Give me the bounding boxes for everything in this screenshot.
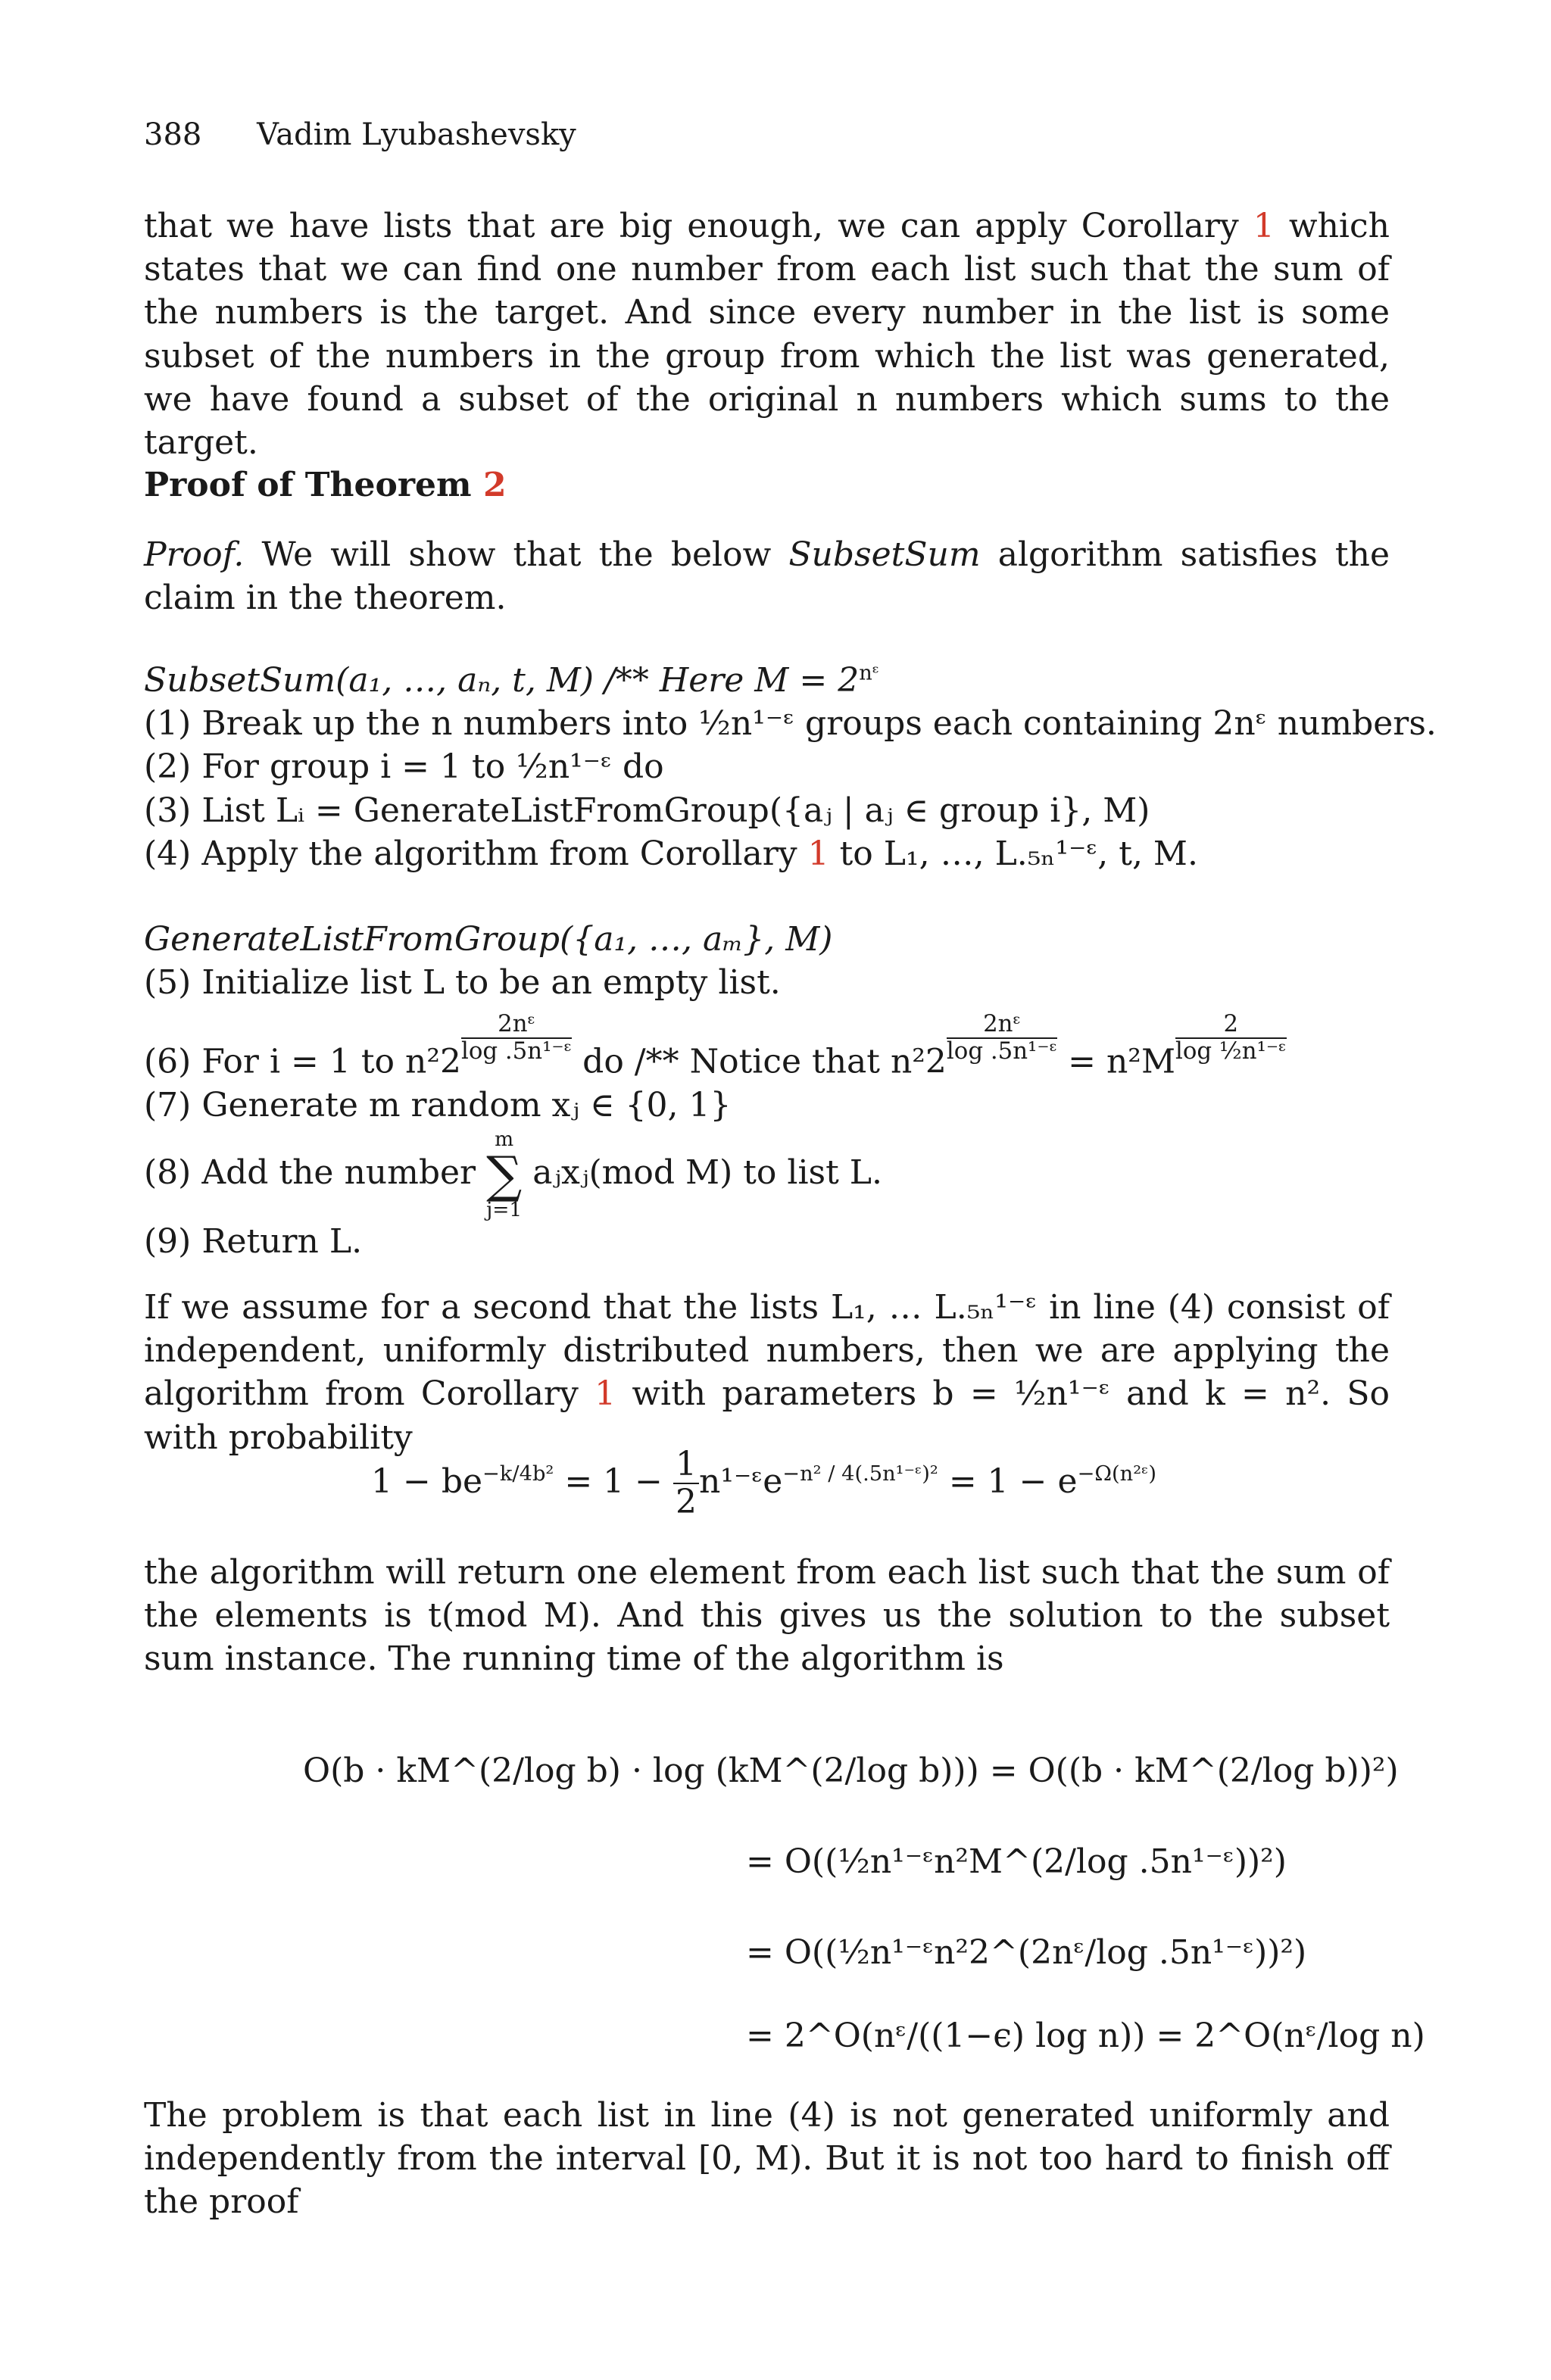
probability-equation: $1 - be^{-k/4b^2} = 1$ − $\frac{1}{2}$ n¹⁻ᵋe$^{-n^2 / 4(.5n^{1-}ᵋ)^2}$ = $1 - e^{-\Omega(n^2ᵋ)}$ [371,1445,1157,1522]
summation-symbol: m ∑ j=1 [486,1128,523,1221]
generatelist-algorithm [144,918,1390,1263]
subsetsum-header: SubsetSum(a₁, …, aₙ, t, M) /** Here $M = 2^{nᵋ}$ [144,661,880,700]
algorithm-step: (4) Apply the algorithm from Corollary 1 to L₁, …, L.₅ₙ¹⁻ᵋ, t, M. [144,834,1198,873]
algorithm-step: (5) Initialize list L to be an empty list. [144,963,781,1003]
algorithm-step: (2) For group i = 1 to ½n¹⁻ᵋ do [144,747,664,787]
proof-label: Proof. [144,535,245,574]
corollary-ref[interactable]: 1 [1253,207,1275,245]
algorithm-name: SubsetSum [788,535,981,574]
algorithm-step: (6) For i = 1 to n²2 $\frac{\text{2nᵋ}}{\text{log .5n¹⁻ᵋ}}$ do /** Notice that n²2 $\frac{\text{2nᵋ}}{\text{log .5n¹⁻ᵋ}}$ = n²M $\frac{2}{\text{log ½n¹⁻ᵋ}}$ [144,1010,1287,1081]
paragraph-4: The problem is that each list in line (4) is not generated uniformly and independently from the interval [0, M). But it is not too hard to finish off the proof [144,2096,1390,2222]
paragraph-2: If we assume for a second that the lists L₁, … L.₅ₙ¹⁻ᵋ in line (4) consist of independent, uniformly distributed numbers, then we are applying the algorithm from Corollary 1 with parameters b = ½n¹⁻ᵋ and k = n². So with probability [144,1288,1390,1457]
generatelist-header: GenerateListFromGroup({a₁, …, aₘ}, M) [144,920,833,959]
proof-intro: Proof. We will show that the below SubsetSum algorithm satisfies the claim in the theorem. [144,535,1390,618]
runtime-line-2: = O((½n¹⁻ᵋn²M^(2/log .5n¹⁻ᵋ))²) [746,1842,1287,1881]
theorem-ref[interactable]: 2 [482,466,507,504]
section-heading: Proof of Theorem 2 [144,466,507,504]
subsetsum-algorithm [144,659,1437,875]
algorithm-step: (7) Generate m random xⱼ ∈ {0, 1} [144,1085,732,1124]
author-name: Vadim Lyubashevsky [257,117,576,152]
algorithm-step: (3) List Lᵢ = GenerateListFromGroup({aⱼ | aⱼ ∈ group i}, M) [144,791,1150,830]
algorithm-step: (1) Break up the n numbers into ½n¹⁻ᵋ groups each containing 2nᵋ numbers. [144,704,1437,744]
runtime-line-3: = O((½n¹⁻ᵋn²2^(2nᵋ/log .5n¹⁻ᵋ))²) [746,1933,1307,1972]
algorithm-step: (8) Add the number m ∑ j=1 aⱼxⱼ(mod M) to list L. [144,1128,882,1221]
corollary-ref[interactable]: 1 [594,1374,616,1414]
exponent-fraction: $\frac{\text{2nᵋ}}{\text{log .5n¹⁻ᵋ}}$ [946,1010,1058,1065]
page-number: 388 [144,117,202,152]
corollary-ref[interactable]: 1 [807,834,829,873]
exponent-fraction: $\frac{\text{2nᵋ}}{\text{log .5n¹⁻ᵋ}}$ [460,1010,573,1065]
algorithm-step: (9) Return L. [144,1221,363,1261]
fraction-half: $\frac{1}{2}$ [673,1446,699,1521]
runtime-line-1: O(b · kM^(2/log b) · log (kM^(2/log b))) = O((b · kM^(2/log b))²) [303,1751,1399,1790]
paragraph-1: that we have lists that are big enough, we can apply Corollary 1 which states that we can find one number from each list such that the sum of the numbers is the target. And since every number in the list is some subset of the numbers in the group from which the list was generated, we have found a subset of the original n numbers which sums to the target. [144,207,1390,462]
exponent-fraction: $\frac{2}{\text{log ½n¹⁻ᵋ}}$ [1175,1010,1287,1065]
running-head [144,115,576,154]
runtime-line-4: = 2^O(nᵋ/((1−ϵ) log n)) = 2^O(nᵋ/log n) [746,2017,1425,2055]
paragraph-3: the algorithm will return one element from each list such that the sum of the elements is t(mod M). And this gives us the solution to the subset sum instance. The running time of the algorithm is [144,1553,1390,1679]
